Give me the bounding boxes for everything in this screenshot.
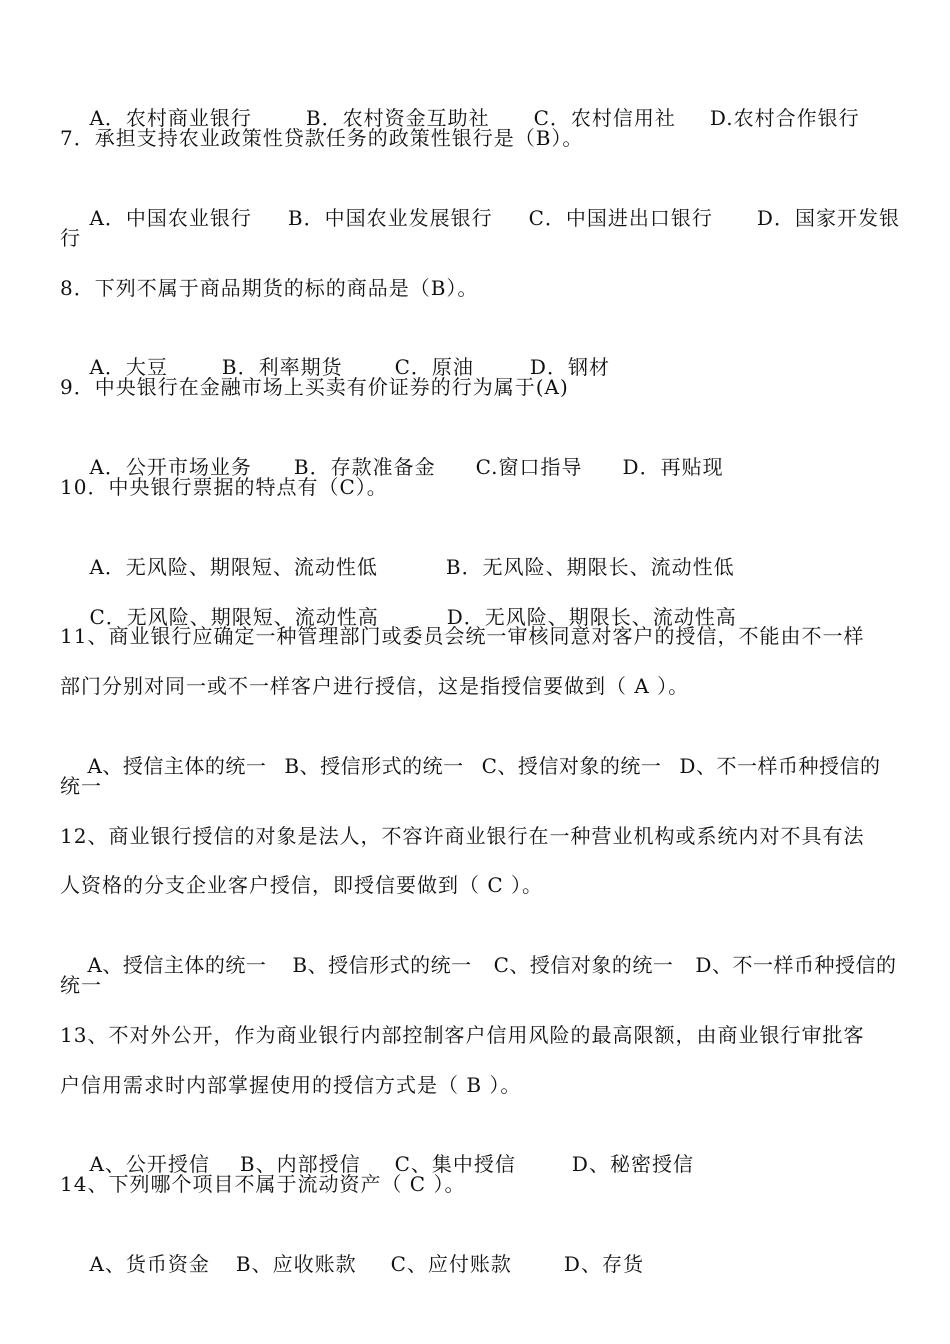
option-a: A、公开授信	[89, 1152, 210, 1176]
option-a: A．大豆	[89, 355, 168, 379]
option-c: C、授信对象的统一	[493, 953, 674, 977]
continuation-line: 统一	[60, 774, 102, 798]
continuation-line: 行	[60, 226, 81, 250]
continuation-line: 人资格的分支企业客户授信，即授信要做到（ C ）。	[60, 873, 544, 897]
option-a: A、授信主体的统一	[87, 754, 267, 778]
options-line	[60, 1219, 894, 1309]
option-c: C．原油	[394, 355, 474, 379]
option-a: A、货币资金	[89, 1252, 210, 1276]
option-b: B、应收账款	[235, 1252, 357, 1276]
option-c: C、授信对象的统一	[481, 754, 662, 778]
option-b: B．利率期货	[221, 355, 343, 379]
option-c: C、集中授信	[394, 1152, 516, 1176]
question-13: 13、不对外公开，作为商业银行内部控制客户信用风险的最高限额，由商业银行审批客	[60, 1023, 865, 1047]
option-b: B、内部授信	[239, 1152, 361, 1176]
option-a: A．中国农业银行	[89, 206, 252, 230]
option-b: B．存款准备金	[293, 455, 436, 479]
option-d: D.农村合作银行	[709, 106, 860, 130]
question-9: 9．中央银行在金融市场上买卖有价证券的行为属于(A)	[60, 375, 569, 399]
option-a: A．公开市场业务	[89, 455, 252, 479]
option-a: A、授信主体的统一	[87, 953, 267, 977]
option-d: D、存货	[563, 1252, 644, 1276]
option-a: A．农村商业银行	[89, 106, 252, 130]
option-d: D、秘密授信	[571, 1152, 694, 1176]
continuation-line: 统一	[60, 973, 102, 997]
question-7: 7．承担支持农业政策性贷款任务的政策性银行是（B）。	[60, 126, 584, 150]
continuation-line: 部门分别对同一或不一样客户进行授信，这是指授信要做到（ A ）。	[60, 674, 690, 698]
option-b: B．无风险、期限长、流动性低	[445, 555, 735, 579]
option-d: D．再贴现	[622, 455, 724, 479]
option-c: C．农村信用社	[533, 106, 676, 130]
question-12: 12、商业银行授信的对象是法人，不容许商业银行在一种营业机构或系统内对不具有法	[60, 824, 865, 848]
option-b: B．中国农业发展银行	[287, 206, 493, 230]
option-b: B．农村资金互助社	[305, 106, 490, 130]
option-c: C.窗口指导	[475, 455, 583, 479]
option-c: C、应付账款	[390, 1252, 512, 1276]
question-10: 10．中央银行票据的特点有（C）。	[60, 475, 388, 499]
option-d: D．钢材	[529, 355, 610, 379]
option-c: C．无风险、期限短、流动性高	[89, 605, 379, 629]
continuation-line: 户信用需求时内部掌握使用的授信方式是（ B ）。	[60, 1073, 522, 1097]
question-8: 8．下列不属于商品期货的标的商品是（B）。	[60, 276, 479, 300]
option-b: B、授信形式的统一	[284, 754, 464, 778]
question-11: 11、商业银行应确定一种管理部门或委员会统一审核同意对客户的授信，不能由不一样	[60, 624, 865, 648]
option-d: D、不一样币种授信的	[679, 754, 881, 778]
option-d: D、不一样币种授信的	[695, 953, 897, 977]
option-d: D．无风险、期限长、流动性高	[446, 605, 737, 629]
option-c: C．中国进出口银行	[528, 206, 713, 230]
option-b: B、授信形式的统一	[292, 953, 472, 977]
option-d: D．国家开发银	[756, 206, 900, 230]
option-a: A．无风险、期限短、流动性低	[89, 555, 378, 579]
question-14: 14、下列哪个项目不属于流动资产（ C ）。	[60, 1172, 466, 1196]
